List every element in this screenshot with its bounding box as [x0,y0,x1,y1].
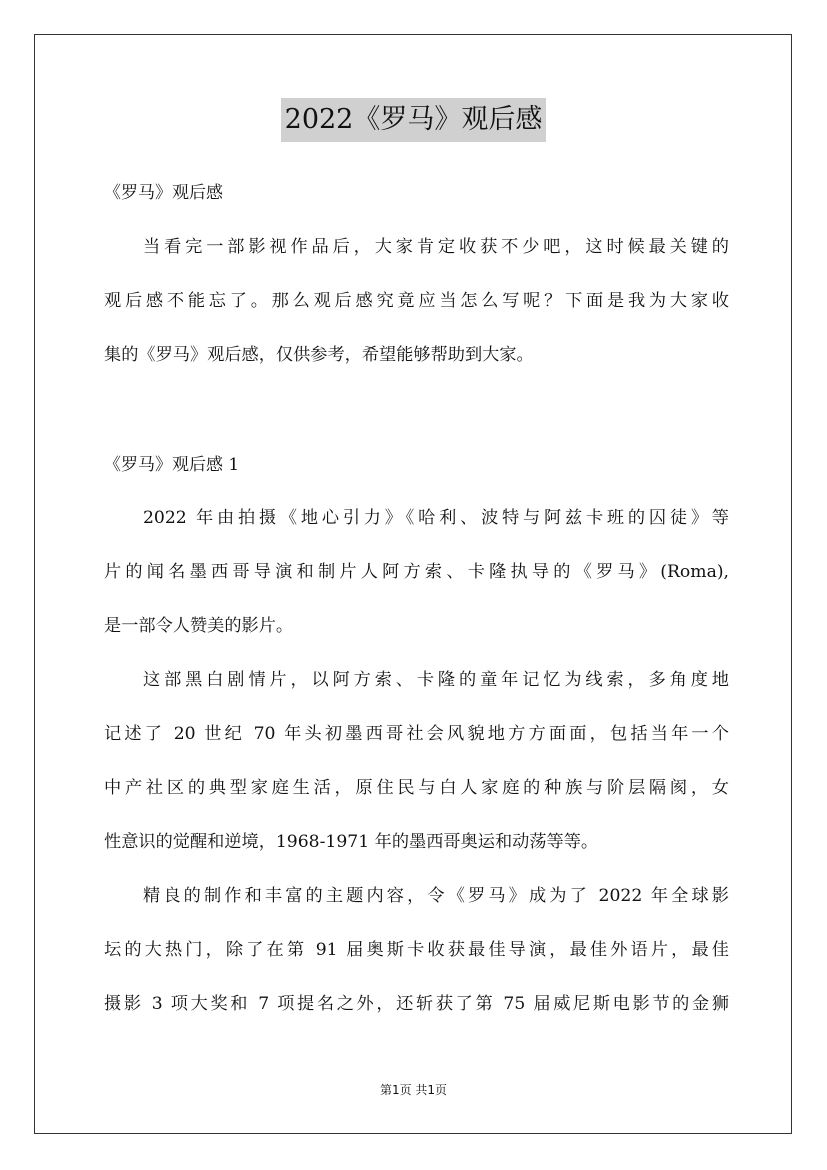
title-container [0,98,827,142]
text-line: 坛的大热门，除了在第 91 届奥斯卡收获最佳导演，最佳外语片，最佳 [104,940,729,960]
text-line: 片的闻名墨西哥导演和制片人阿方索、卡隆执导的《罗马》(Roma), [104,562,729,582]
text-line: 性意识的觉醒和逆境，1968-1971 年的墨西哥奥运和动荡等等。 [104,832,599,852]
text-line: 当看完一部影视作品后，大家肯定收获不少吧，这时候最关键的 [143,237,729,257]
section-heading: 《罗马》观后感 [104,183,223,203]
paragraph-1 [104,491,729,653]
subsection-heading: 《罗马》观后感 1 [104,455,240,475]
intro-paragraph [104,220,729,382]
text-line: 观后感不能忘了。那么观后感究竟应当怎么写呢？下面是我为大家收 [104,291,729,311]
text-line: 精良的制作和丰富的主题内容，令《罗马》成为了 2022 年全球影 [143,886,729,906]
text-line: 摄影 3 项大奖和 7 项提名之外，还斩获了第 75 届威尼斯电影节的金狮 [104,994,729,1014]
page-footer: 第1页 共1页 [379,1083,448,1097]
paragraph-2 [104,653,729,869]
text-line: 集的《罗马》观后感，仅供参考，希望能够帮助到大家。 [104,345,534,365]
text-line: 中产社区的典型家庭生活，原住民与白人家庭的种族与阶层隔阂，女 [104,778,729,798]
text-line: 是一部令人赞美的影片。 [104,616,294,636]
paragraph-3 [104,869,729,1031]
text-line: 2022 年由拍摄《地心引力》《哈利、波特与阿兹卡班的囚徒》等 [143,508,729,528]
text-line: 这部黑白剧情片，以阿方索、卡隆的童年记忆为线索，多角度地 [143,670,729,690]
text-line: 记述了 20 世纪 70 年头初墨西哥社会风貌地方方面面，包括当年一个 [104,724,729,744]
document-title: 2022《罗马》观后感 [281,98,547,142]
